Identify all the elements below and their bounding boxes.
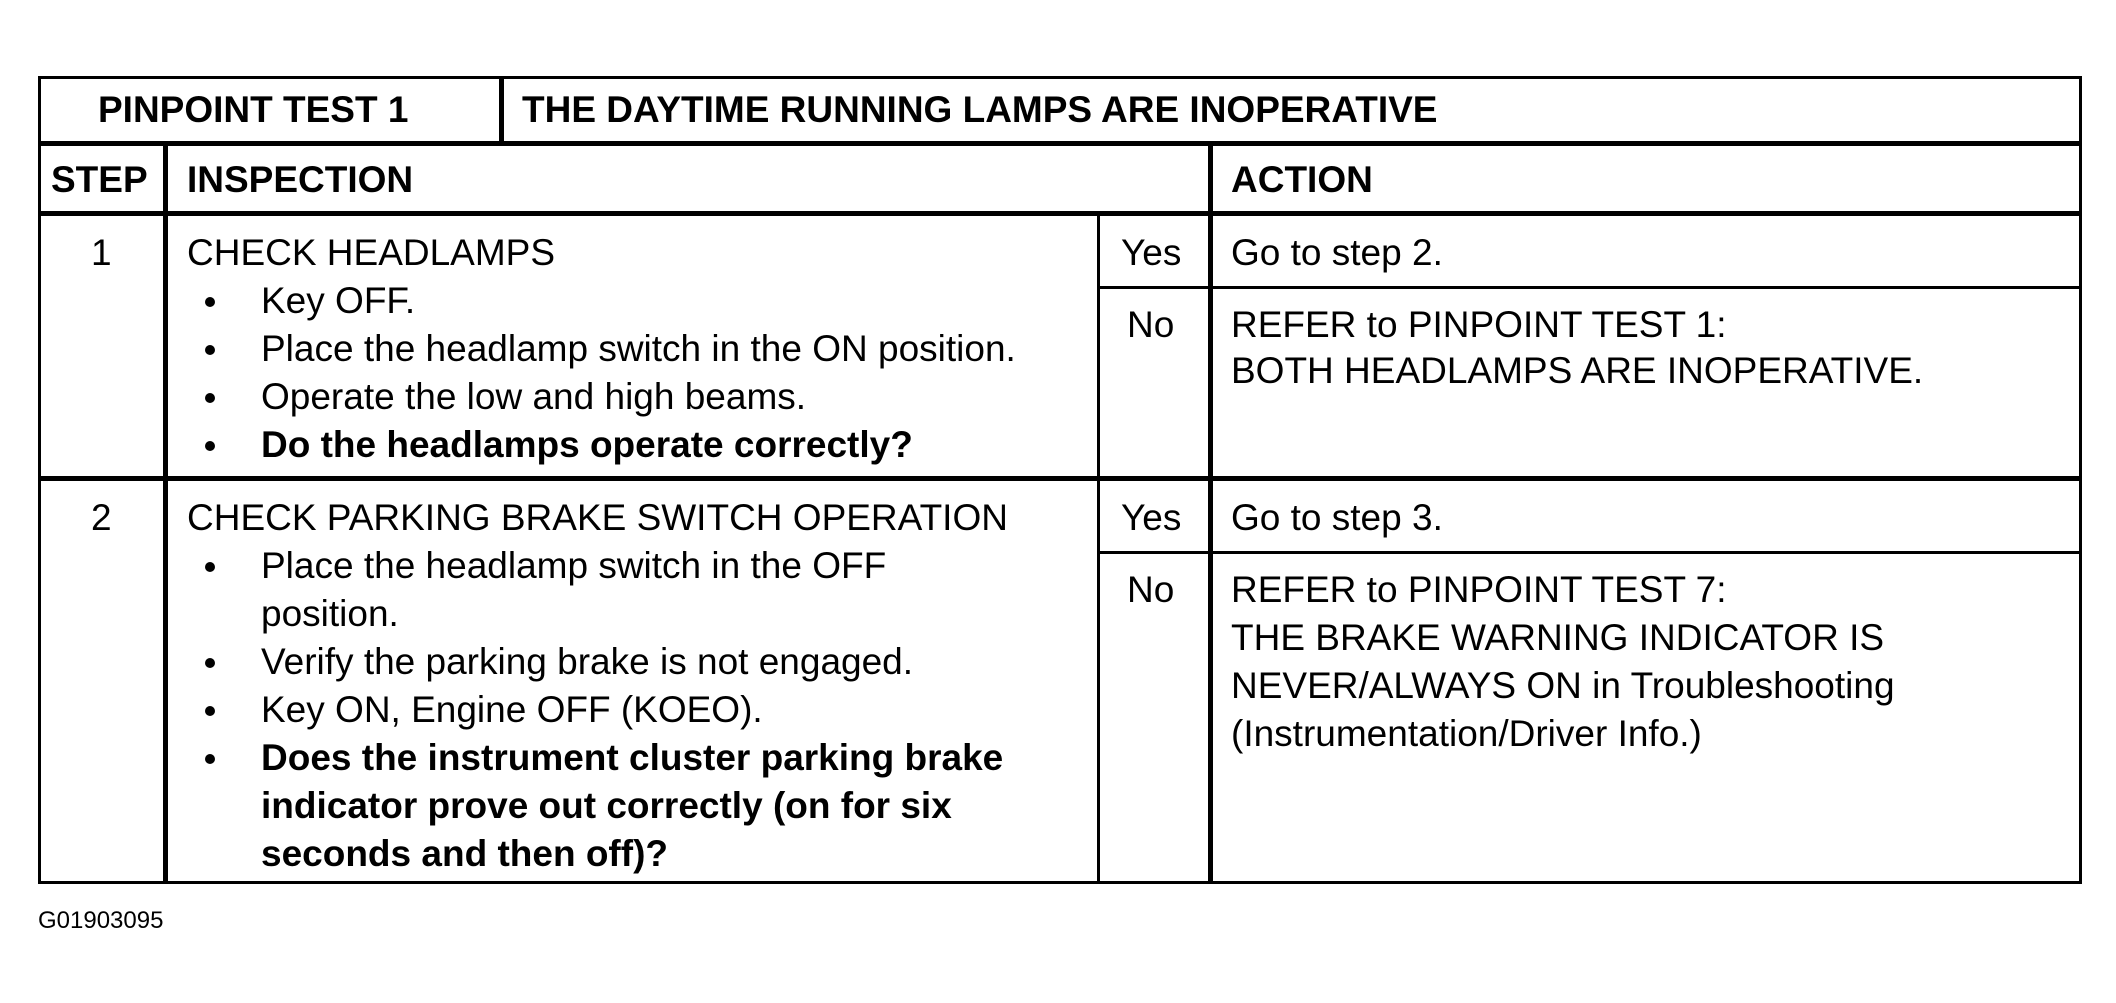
checklist-text: Place the headlamp switch in the OFF xyxy=(261,545,887,586)
bullet-icon xyxy=(205,754,215,764)
bullet-icon xyxy=(205,297,215,307)
no-action-line: (Instrumentation/Driver Info.) xyxy=(1231,713,1702,754)
bullet-icon xyxy=(205,345,215,355)
step-number: 2 xyxy=(91,497,112,538)
no-action-line: REFER to PINPOINT TEST 1: xyxy=(1231,304,1727,345)
bullet-icon xyxy=(205,441,215,451)
no-action-line: BOTH HEADLAMPS ARE INOPERATIVE. xyxy=(1231,350,1924,391)
pinpoint-test-table xyxy=(38,76,2082,884)
row-rule-title xyxy=(41,141,2079,146)
no-label: No xyxy=(1127,304,1175,345)
checklist-text: Place the headlamp switch in the ON position. xyxy=(261,328,1016,369)
list-item xyxy=(187,638,1003,686)
yes-action: Go to step 3. xyxy=(1231,497,1443,538)
bullet-icon xyxy=(205,562,215,572)
bullet-icon xyxy=(205,658,215,668)
checklist-text: Key OFF. xyxy=(261,280,416,321)
list-item xyxy=(187,421,1016,469)
row-rule-header xyxy=(41,211,2079,216)
checklist-text: Verify the parking brake is not engaged. xyxy=(261,641,914,682)
checklist-text: Operate the low and high beams. xyxy=(261,376,807,417)
col-rule-step xyxy=(163,143,168,884)
test-name: PINPOINT TEST 1 xyxy=(98,89,409,130)
col-rule-title xyxy=(499,79,504,143)
list-item xyxy=(187,734,1003,878)
checklist-question: indicator prove out correctly (on for six xyxy=(261,785,952,826)
row-rule-step1 xyxy=(41,476,2079,481)
row-rule-step2-yes xyxy=(1097,551,2079,554)
test-title: THE DAYTIME RUNNING LAMPS ARE INOPERATIVE xyxy=(522,89,1438,130)
bullet-icon xyxy=(205,706,215,716)
col-rule-action xyxy=(1208,143,1213,884)
list-item xyxy=(187,325,1016,373)
step-checklist xyxy=(187,542,1003,878)
step-heading: CHECK HEADLAMPS xyxy=(187,232,556,273)
no-label: No xyxy=(1127,569,1175,610)
yes-label: Yes xyxy=(1121,497,1182,538)
header-step: STEP xyxy=(51,159,148,200)
no-action-line: REFER to PINPOINT TEST 7: xyxy=(1231,569,1727,610)
step-checklist xyxy=(187,277,1016,469)
checklist-question: Does the instrument cluster parking brake xyxy=(261,737,1004,778)
checklist-text: position. xyxy=(261,593,399,634)
checklist-question: Do the headlamps operate correctly? xyxy=(261,424,913,465)
list-item xyxy=(187,686,1003,734)
checklist-text: Key ON, Engine OFF (KOEO). xyxy=(261,689,763,730)
header-action: ACTION xyxy=(1231,159,1373,200)
figure-id: G01903095 xyxy=(38,907,164,934)
list-item xyxy=(187,373,1016,421)
col-rule-yesno xyxy=(1097,213,1100,884)
step-heading: CHECK PARKING BRAKE SWITCH OPERATION xyxy=(187,497,1008,538)
bullet-icon xyxy=(205,393,215,403)
header-inspection: INSPECTION xyxy=(187,159,414,200)
no-action-line: NEVER/ALWAYS ON in Troubleshooting xyxy=(1231,665,1895,706)
step-number: 1 xyxy=(91,232,112,273)
list-item xyxy=(187,542,1003,638)
row-rule-step1-yes xyxy=(1097,286,2079,289)
no-action-line: THE BRAKE WARNING INDICATOR IS xyxy=(1231,617,1885,658)
yes-label: Yes xyxy=(1121,232,1182,273)
list-item xyxy=(187,277,1016,325)
checklist-question: seconds and then off)? xyxy=(261,833,668,874)
yes-action: Go to step 2. xyxy=(1231,232,1443,273)
